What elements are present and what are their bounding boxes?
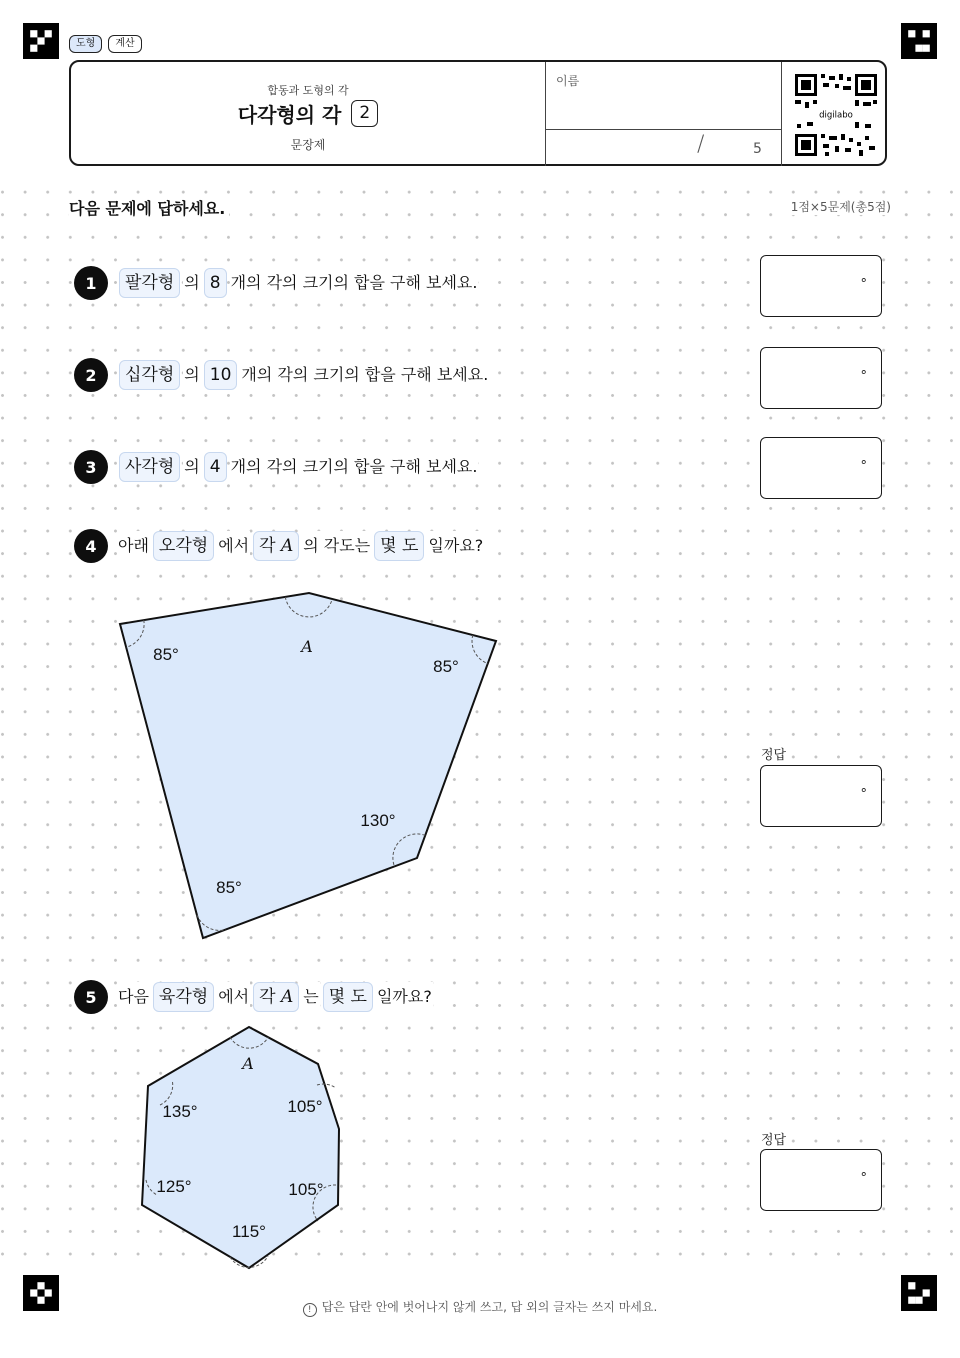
- question-number-badge: 3: [74, 450, 108, 484]
- tag-calculation: 계산: [108, 35, 141, 53]
- angle-label: 105°: [288, 1180, 324, 1199]
- angle-prefix: 각: [259, 536, 276, 556]
- question-text-part: 는: [302, 982, 319, 1012]
- worksheet-type: 문장제: [290, 138, 326, 152]
- answer-label: 정답: [759, 744, 788, 763]
- angle-label: 105°: [287, 1097, 323, 1116]
- question-text-part: 일까요?: [376, 982, 433, 1012]
- shape-chip: 사각형: [119, 452, 180, 482]
- shape-chip: 육각형: [153, 982, 214, 1012]
- angle-prefix: 각: [259, 987, 276, 1007]
- angle-label: 85°: [153, 645, 179, 664]
- question-text-part: 의: [183, 452, 200, 482]
- angle-a-label: A: [301, 637, 313, 656]
- degree-unit: °: [860, 787, 867, 802]
- question-text-part: 의: [183, 268, 200, 298]
- score-total: 5: [753, 141, 762, 157]
- angle-label: 115°: [232, 1222, 266, 1241]
- question-text-part: 의: [183, 360, 200, 390]
- degree-unit: °: [860, 459, 867, 474]
- angle-label: 135°: [162, 1102, 198, 1121]
- angle-label: 125°: [156, 1177, 192, 1196]
- shape-chip: 십각형: [119, 360, 180, 390]
- question-text-part: 에서: [217, 531, 250, 561]
- page-title: 다각형의 각: [237, 103, 342, 127]
- ask-chip: 몇 도: [323, 982, 373, 1012]
- degree-unit: °: [860, 1171, 867, 1186]
- question-text-part: 에서: [217, 982, 250, 1012]
- level-number: 2: [351, 100, 378, 127]
- question-text-part: 개의 각의 크기의 합을 구해 보세요.: [230, 452, 479, 482]
- angle-a-label: A: [242, 1054, 254, 1073]
- info-icon: !: [303, 1303, 317, 1317]
- count-chip: 8: [204, 268, 227, 298]
- footer-note: [0, 1298, 960, 1317]
- question-text-part: 일까요?: [427, 531, 484, 561]
- footer-text: 답은 답란 안에 벗어나지 않게 쓰고, 답 외의 글자는 쓰지 마세요.: [321, 1300, 658, 1314]
- shape-chip: 오각형: [153, 531, 214, 561]
- degree-unit: °: [860, 277, 867, 292]
- angle-variable: A: [280, 987, 294, 1007]
- count-chip: 4: [204, 452, 227, 482]
- question-text-part: 의 각도는: [302, 531, 371, 561]
- question-text-part: 아래: [117, 531, 150, 561]
- points-info: 1점×5문제(총5점): [790, 200, 891, 214]
- question-text-part: 개의 각의 크기의 합을 구해 보세요.: [240, 360, 489, 390]
- ask-chip: 몇 도: [374, 531, 424, 561]
- shape-chip: 팔각형: [119, 268, 180, 298]
- angle-label: 130°: [360, 811, 396, 830]
- degree-unit: °: [860, 369, 867, 384]
- count-chip: 10: [204, 360, 238, 390]
- name-field-label: 이름: [556, 74, 580, 88]
- question-text-part: 다음: [117, 982, 150, 1012]
- question-number-badge: 1: [74, 266, 108, 300]
- question-number-badge: 5: [74, 980, 108, 1014]
- qr-brand-text: digilabo: [819, 110, 853, 121]
- answer-label: 정답: [759, 1129, 788, 1148]
- question-number-badge: 2: [74, 358, 108, 392]
- angle-variable: A: [280, 536, 294, 556]
- angle-label: 85°: [433, 657, 459, 676]
- instruction-text: 다음 문제에 답하세요.: [69, 196, 229, 219]
- angle-label: 85°: [216, 878, 242, 897]
- tag-shape: 도형: [69, 35, 102, 53]
- question-text-part: 개의 각의 크기의 합을 구해 보세요.: [230, 268, 479, 298]
- score-slash: /: [697, 132, 705, 157]
- unit-subtitle: 합동과 도형의 각: [267, 84, 349, 97]
- question-number-badge: 4: [74, 529, 108, 563]
- answer-box-5[interactable]: [760, 1149, 882, 1211]
